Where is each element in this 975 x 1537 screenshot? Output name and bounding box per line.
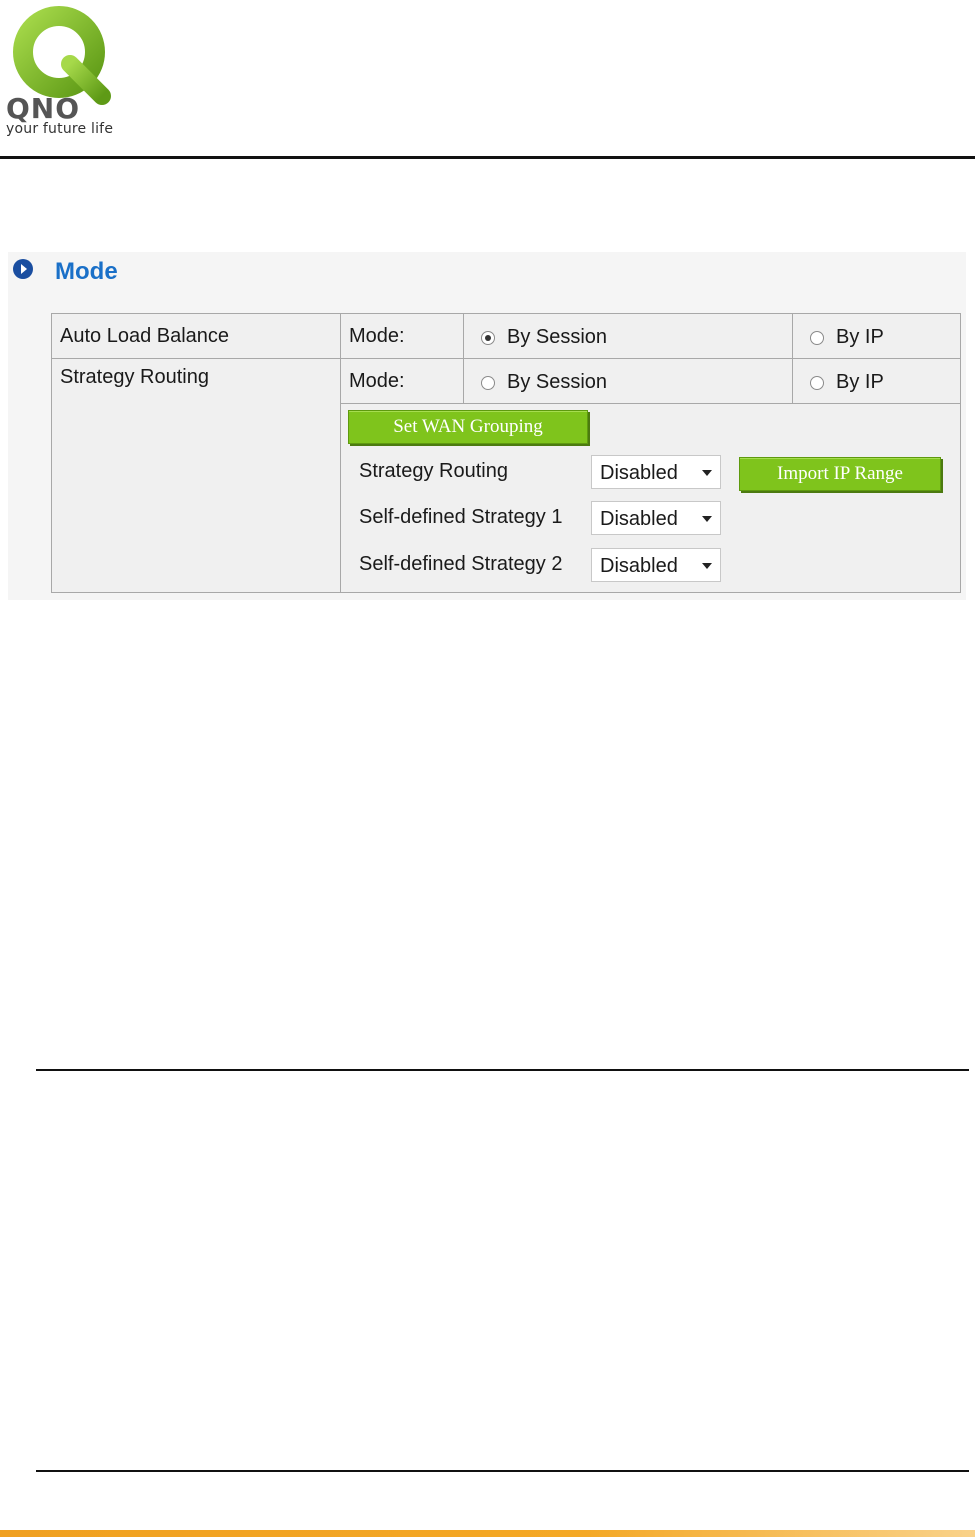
radio-label: By IP [836, 326, 884, 348]
chevron-right-circle-icon [12, 258, 34, 280]
auto-load-balance-label: Auto Load Balance [60, 325, 230, 347]
radio-sr-by-ip[interactable] [793, 359, 960, 394]
header-divider [0, 156, 975, 159]
strategy-routing-select-label: Strategy Routing [359, 460, 508, 482]
strategy-routing-label: Strategy Routing [60, 366, 209, 388]
radio-alb-by-session[interactable] [464, 314, 792, 349]
radio-sr-by-session[interactable] [464, 359, 792, 394]
mode-label: Mode: [349, 370, 405, 392]
radio-label: By Session [507, 326, 608, 348]
divider-middle [36, 1069, 969, 1071]
section-title: Mode [55, 258, 118, 285]
radio-icon[interactable] [810, 331, 824, 345]
divider-bottom [36, 1470, 969, 1472]
radio-alb-by-ip[interactable] [793, 314, 960, 349]
select-value: Disabled [600, 462, 678, 484]
dropdown-arrow-icon [702, 516, 712, 522]
radio-icon-selected[interactable] [481, 331, 495, 345]
self-defined-strategy-2-select[interactable] [591, 548, 721, 582]
self-defined-strategy-1-label: Self-defined Strategy 1 [359, 506, 563, 528]
radio-label: By IP [836, 371, 884, 393]
mode-label: Mode: [349, 325, 405, 347]
self-defined-strategy-2-label: Self-defined Strategy 2 [359, 553, 563, 575]
strategy-options [341, 404, 960, 592]
dropdown-arrow-icon [702, 470, 712, 476]
logo-tagline: your future life [6, 121, 114, 137]
auto-load-balance-row [52, 314, 961, 359]
radio-label: By Session [507, 371, 608, 393]
import-ip-range-button[interactable]: Import IP Range [739, 457, 941, 491]
mode-config-table [51, 313, 961, 593]
select-value: Disabled [600, 508, 678, 530]
set-wan-grouping-button[interactable]: Set WAN Grouping [348, 410, 588, 444]
select-value: Disabled [600, 555, 678, 577]
qno-logo [4, 4, 124, 139]
radio-icon[interactable] [810, 376, 824, 390]
strategy-routing-select[interactable] [591, 455, 721, 489]
radio-icon[interactable] [481, 376, 495, 390]
strategy-routing-row [52, 359, 961, 404]
footer-accent-bar [0, 1530, 975, 1537]
self-defined-strategy-1-select[interactable] [591, 501, 721, 535]
dropdown-arrow-icon [702, 563, 712, 569]
svg-text:QNO: QNO [6, 92, 81, 125]
